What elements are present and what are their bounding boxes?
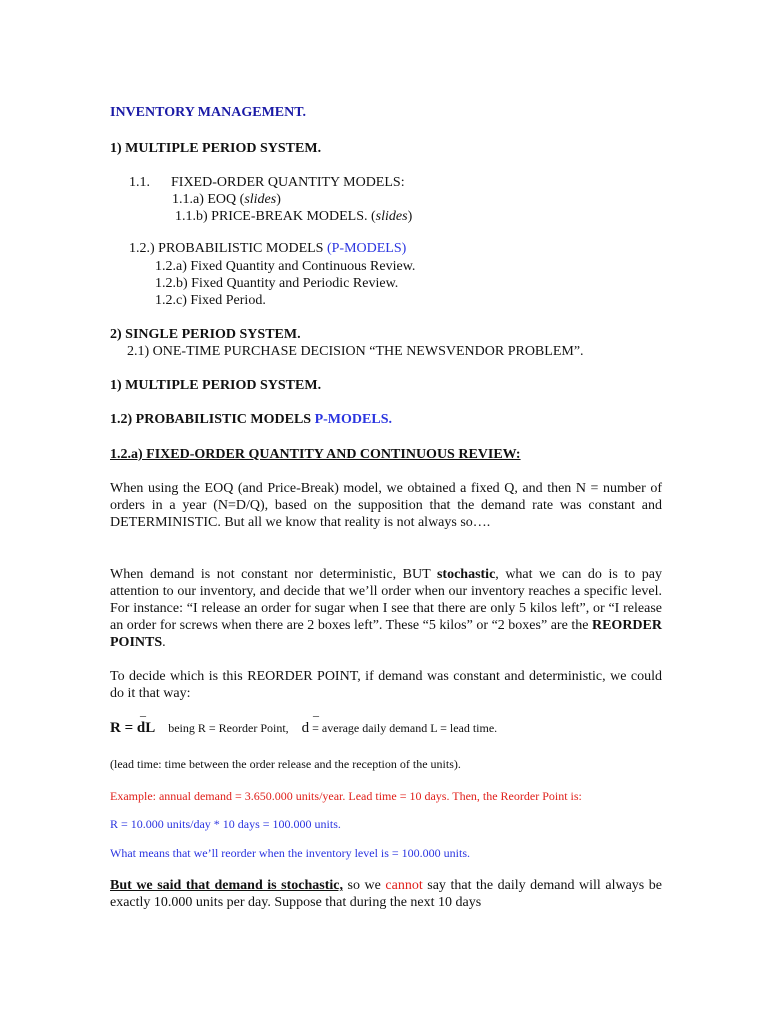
item-1-1-b: 1.1.b) PRICE-BREAK MODELS. (slides) bbox=[175, 209, 413, 224]
paragraph-eoq: When using the EOQ (and Price-Break) model, we obtained a fixed Q, and then N = number of orders in a year (N=D/Q), based on the supposition that the demand rate was constant and DETERMINISTIC. But all we know that reality is not always so…. bbox=[110, 481, 662, 530]
reorder-meaning: What means that we’ll reorder when the inventory level is = 100.000 units. bbox=[110, 846, 471, 860]
item-1-1: 1.1. FIXED-ORDER QUANTITY MODELS: bbox=[129, 175, 405, 190]
section-heading-multiple-period: 1) MULTIPLE PERIOD SYSTEM. bbox=[110, 141, 322, 156]
section-heading-multiple-period-repeat: 1) MULTIPLE PERIOD SYSTEM. bbox=[110, 378, 322, 393]
lead-time-note: (lead time: time between the order release and the reception of the units). bbox=[110, 757, 461, 771]
formula-overbar: _ bbox=[140, 704, 146, 718]
formula-text: R = dL bbox=[110, 720, 156, 736]
example-text: Example: annual demand = 3.650.000 units/year. Lead time = 10 days. Then, the Reorder Point is: bbox=[110, 789, 582, 803]
section-heading-single-period: 2) SINGLE PERIOD SYSTEM. bbox=[110, 327, 301, 342]
item-1-2-b: 1.2.b) Fixed Quantity and Periodic Review. bbox=[155, 276, 399, 291]
paragraph-reorder-point: To decide which is this REORDER POINT, if demand was constant and deterministic, we could do it that way: bbox=[110, 669, 662, 701]
calculation-text: R = 10.000 units/day * 10 days = 100.000 units. bbox=[110, 817, 341, 831]
item-1-2-c: 1.2.c) Fixed Period. bbox=[155, 293, 266, 308]
item-1-1-a: 1.1.a) EOQ (slides) bbox=[172, 192, 281, 207]
paragraph-stochastic-demand: But we said that demand is stochastic, so we cannot say that the daily demand will always be exactly 10.000 units per day. Suppose that during the next 10 days bbox=[110, 878, 662, 910]
item-2-1: 2.1) ONE-TIME PURCHASE DECISION “THE NEWSVENDOR PROBLEM”. bbox=[127, 344, 584, 359]
section-heading-probabilistic: 1.2) PROBABILISTIC MODELS P-MODELS. bbox=[110, 412, 392, 427]
section-heading-fixed-order: 1.2.a) FIXED-ORDER QUANTITY AND CONTINUOUS REVIEW: bbox=[110, 447, 521, 462]
item-1-2: 1.2.) PROBABILISTIC MODELS (P-MODELS) bbox=[129, 241, 407, 256]
reorder-formula: R = dL being R = Reorder Point, d = average daily demand L = lead time. bbox=[110, 720, 498, 736]
doc-title: INVENTORY MANAGEMENT. bbox=[110, 105, 307, 120]
paragraph-stochastic: When demand is not constant nor deterministic, BUT stochastic, what we can do is to pay attention to our inventory, and decide that we’ll order when our inventory reaches a specific level. For instance: “I release an order for sugar when I see that there are only 5 kilos left”, or “I release an order for screws when there are 2 boxes left”. These “5 kilos” or “2 boxes” are the REORDER POINTS. bbox=[110, 567, 662, 650]
item-1-2-a: 1.2.a) Fixed Quantity and Continuous Review. bbox=[155, 259, 416, 274]
d-overbar: _ bbox=[313, 704, 319, 718]
